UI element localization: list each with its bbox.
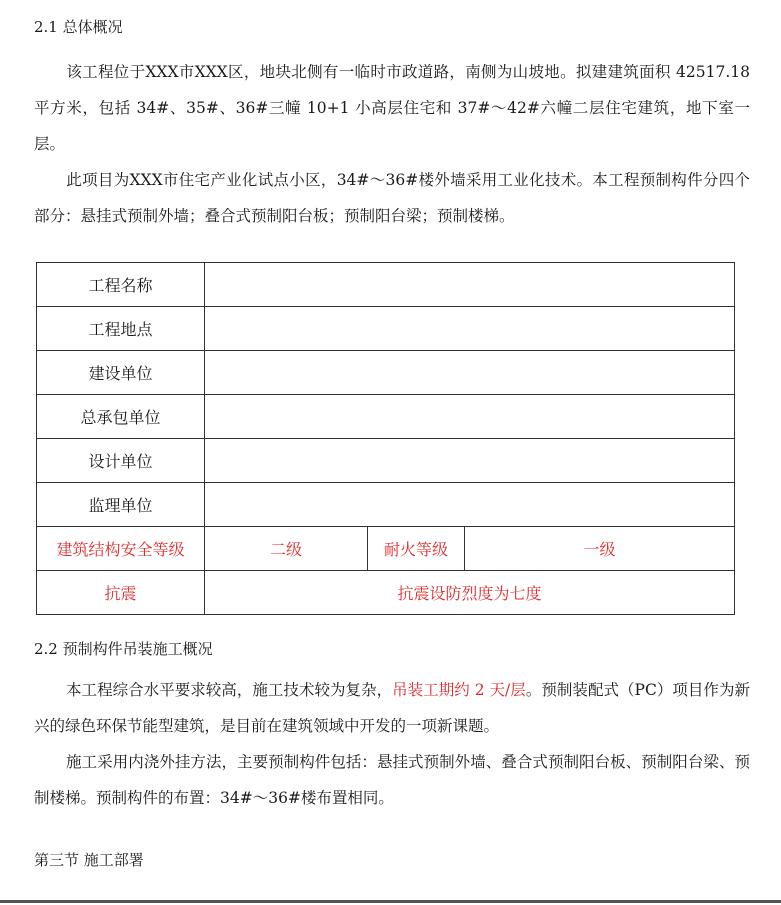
paragraph-text: 。预制装配式（PC）项目作为新兴的绿色环保节能型建筑，是目前在建筑领域中开发的一项新课题。 <box>34 681 750 735</box>
row-value <box>205 263 735 307</box>
row-label: 总承包单位 <box>37 395 205 439</box>
fire-rating-label: 耐火等级 <box>368 527 465 571</box>
seismic-value: 抗震设防烈度为七度 <box>205 571 735 615</box>
row-value <box>205 439 735 483</box>
fire-rating-value: 一级 <box>465 527 735 571</box>
table-row <box>37 483 735 527</box>
table-row <box>37 307 735 351</box>
row-label: 监理单位 <box>37 483 205 527</box>
paragraph-lifting-overview <box>34 672 750 744</box>
row-label: 建设单位 <box>37 351 205 395</box>
section-heading-2-1: 2.1 总体概况 <box>34 18 123 36</box>
paragraph-text: 此项目为XXX市住宅产业化试点小区，34#～36#楼外墙采用工业化技术。本工程预制构件分四个部分：悬挂式预制外墙；叠合式预制阳台板；预制阳台梁；预制楼梯。 <box>34 171 750 225</box>
lifting-period-highlight: 吊装工期约 2 天/层 <box>392 681 526 699</box>
row-label: 设计单位 <box>37 439 205 483</box>
table-row <box>37 351 735 395</box>
safety-grade-value: 二级 <box>205 527 368 571</box>
paragraph-project-scope <box>34 162 750 234</box>
row-label: 工程地点 <box>37 307 205 351</box>
paragraph-project-location <box>34 54 750 162</box>
row-label: 工程名称 <box>37 263 205 307</box>
paragraph-text: 该工程位于XXX市XXX区，地块北侧有一临时市政道路，南侧为山坡地。拟建建筑面积 42517.18 平方米，包括 34#、35#、36#三幢 10+1 小高层住宅和 37#～42#六幢二层住宅建筑，地下室一层。 <box>34 63 750 153</box>
paragraph-construction-method <box>34 744 750 816</box>
seismic-label: 抗震 <box>37 571 205 615</box>
section-heading-3: 第三节 施工部署 <box>34 851 144 869</box>
page-bottom-divider <box>0 900 781 903</box>
row-value <box>205 395 735 439</box>
table-row <box>37 439 735 483</box>
section-heading-2-2: 2.2 预制构件吊装施工概况 <box>34 640 213 658</box>
paragraph-text: 本工程综合水平要求较高，施工技术较为复杂， <box>66 681 393 699</box>
table-row-grades <box>37 527 735 571</box>
row-value <box>205 483 735 527</box>
paragraph-text: 施工采用内浇外挂方法，主要预制构件包括：悬挂式预制外墙、叠合式预制阳台板、预制阳台梁、预制楼梯。预制构件的布置：34#～36#楼布置相同。 <box>34 753 750 807</box>
row-value <box>205 351 735 395</box>
safety-grade-label: 建筑结构安全等级 <box>37 527 205 571</box>
table-row <box>37 263 735 307</box>
row-value <box>205 307 735 351</box>
table-row <box>37 395 735 439</box>
table-row-seismic <box>37 571 735 615</box>
project-info-table <box>36 262 735 615</box>
